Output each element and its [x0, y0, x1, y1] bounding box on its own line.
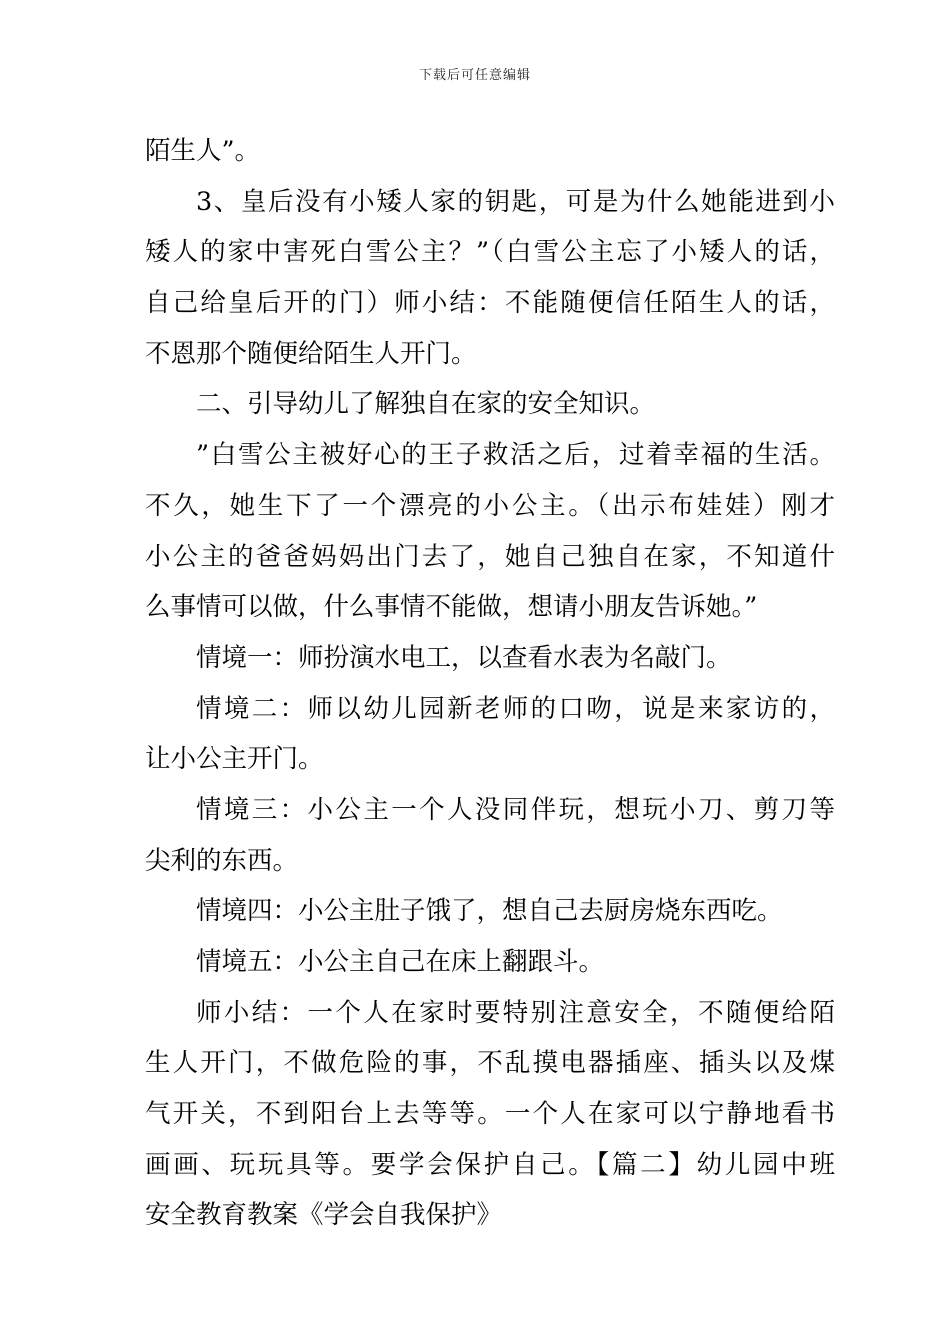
text-line: 师小结：一个人在家时要特别注意安全，不随便给陌 — [196, 997, 835, 1028]
text-line: 安全教育教案《学会自我保护》 — [145, 1200, 503, 1231]
document-body — [145, 126, 835, 1241]
text-line: 情境四：小公主肚子饿了，想自己去厨房烧东西吃。 — [196, 896, 783, 927]
text-line: ”白雪公主被好心的王子救活之后，过着幸福的生活。 — [196, 440, 835, 471]
text-line: 自己给皇后开的门）师小结：不能随便信任陌生人的话， — [145, 288, 835, 319]
text-line: 情境一：师扮演水电工，以查看水表为名敲门。 — [196, 642, 732, 673]
text-line: 尖利的东西。 — [145, 845, 299, 876]
text-line: 不久，她生下了一个漂亮的小公主。（出示布娃娃）刚才 — [145, 490, 835, 521]
text-line: 不恩那个随便给陌生人开门。 — [145, 338, 477, 369]
text-line: 气开关，不到阳台上去等等。一个人在家可以宁静地看书 — [145, 1099, 835, 1130]
text-line: 小公主的爸爸妈妈出门去了，她自己独自在家，不知道什 — [145, 541, 835, 572]
text-line: 画画、玩玩具等。要学会保护自己。【篇二】幼儿园中班 — [145, 1149, 835, 1180]
text-line: 矮人的家中害死白雪公主？”（白雪公主忘了小矮人的话， — [145, 237, 835, 268]
text-line: 情境三：小公主一个人没同伴玩，想玩小刀、剪刀等 — [196, 794, 835, 825]
text-line: 3、皇后没有小矮人家的钥匙，可是为什么她能进到小 — [196, 186, 835, 217]
text-line: 生人开门，不做危险的事，不乱摸电器插座、插头以及煤 — [145, 1048, 835, 1079]
text-line: 二、引导幼儿了解独自在家的安全知识。 — [196, 389, 656, 420]
page-header-note: 下载后可任意编辑 — [418, 68, 531, 83]
text-line: 么事情可以做，什么事情不能做，想请小朋友告诉她。” — [145, 592, 758, 623]
text-line: 情境五：小公主自己在床上翻跟斗。 — [196, 947, 605, 977]
text-line: 陌生人”。 — [145, 136, 261, 166]
text-line: 情境二：师以幼儿园新老师的口吻，说是来家访的， — [196, 693, 835, 724]
text-line: 让小公主开门。 — [145, 744, 324, 775]
